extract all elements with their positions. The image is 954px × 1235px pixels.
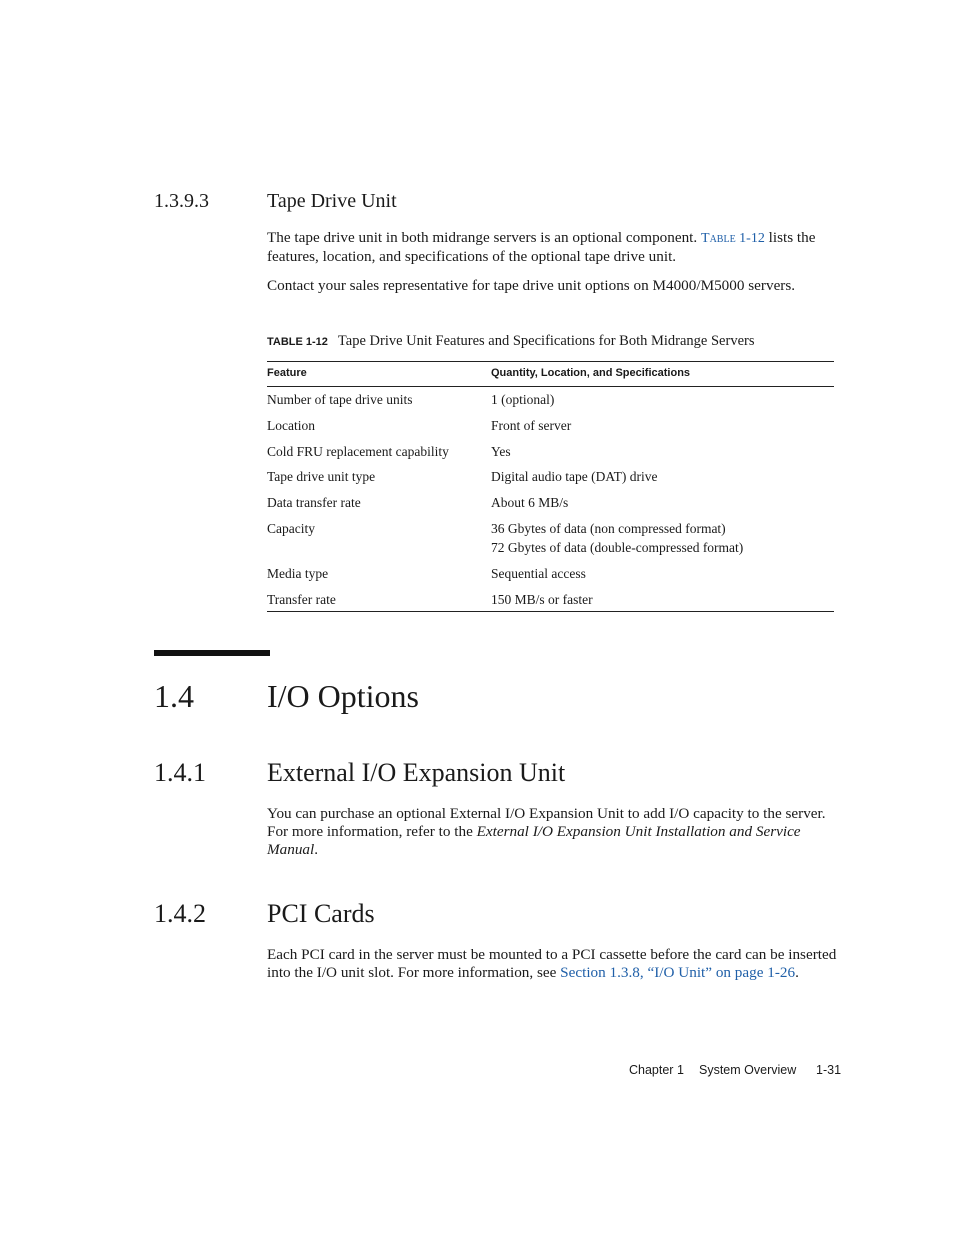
section-title-io-options: I/O Options [267,678,419,714]
table-cell-spec: Digital audio tape (DAT) drive [491,469,658,484]
io-unit-section-link[interactable]: Section 1.3.8, “I/O Unit” on page 1-26 [560,964,796,981]
section-number-1393: 1.3.9.3 [154,190,209,212]
pci-text: Each PCI card in the server must be mounted to a PCI cassette before the card can be inserted into the I/O unit slot. For more information, see [267,946,837,981]
section-title-tape-drive-unit: Tape Drive Unit [267,190,397,212]
section-number-14: 1.4 [154,678,194,714]
table-cell-spec: Sequential access [491,566,586,581]
table-caption [267,333,754,350]
table-cell-spec: Yes [491,444,511,459]
table-cell-spec: Front of server [491,418,572,433]
external-io-text-end: . [314,841,319,858]
footer-title: System Overview [699,1063,797,1077]
table-cell-feature: Location [267,418,315,433]
pci-cards-paragraph [267,946,839,982]
table-cell-feature: Cold FRU replacement capability [267,444,449,459]
table-cell-feature: Data transfer rate [267,495,361,510]
section-number-141: 1.4.1 [154,758,206,787]
table-header-feature: Feature [267,367,307,379]
footer-page-number: 1-31 [816,1063,842,1077]
external-io-text: You can purchase an optional External I/O Expansion Unit to add I/O capacity to the server. For more information, refer to the [267,805,826,840]
table-cell-spec: 72 Gbytes of data (double-compressed format) [491,540,744,555]
table-cell-spec: 1 (optional) [491,392,555,407]
pci-text-end: . [795,964,799,981]
table-cell-feature: Capacity [267,521,315,536]
table-cell-feature: Tape drive unit type [267,469,376,484]
table-bottom-rule [267,611,834,612]
table-cell-spec: 150 MB/s or faster [491,592,593,607]
table-header-rule [267,386,834,387]
table-cell-feature: Number of tape drive units [267,392,413,407]
intro-text-start: The tape drive unit in both midrange servers is an optional component. [267,229,702,246]
table-top-rule [267,361,834,362]
footer-chapter: Chapter 1 [629,1063,684,1077]
table-header-specifications: Quantity, Location, and Specifications [491,367,691,379]
sales-contact-paragraph: Contact your sales representative for tape drive unit options on M4000/M5000 servers. [267,277,796,294]
section-number-142: 1.4.2 [154,899,206,928]
tape-drive-intro-paragraph [267,229,839,266]
table-cell-feature: Transfer rate [267,592,336,607]
table-1-12-link[interactable]: Table 1-12 [701,231,765,246]
table-caption-text: Tape Drive Unit Features and Specifications for Both Midrange Servers [337,333,755,349]
table-cell-spec: 36 Gbytes of data (non compressed format) [491,521,726,536]
table-label: TABLE 1-12 [267,336,328,348]
section-title-pci-cards: PCI Cards [267,899,375,928]
manual-title: External I/O Expansion Unit Installation and Service Manual [267,823,801,858]
intro-text-end: lists the features, location, and specifications of the optional tape drive unit. [267,229,816,265]
external-io-paragraph [267,805,839,859]
section-title-external-io: External I/O Expansion Unit [267,758,566,787]
table-cell-feature: Media type [267,566,329,581]
chapter-section-bar [154,650,270,656]
table-cell-spec: About 6 MB/s [491,495,569,510]
